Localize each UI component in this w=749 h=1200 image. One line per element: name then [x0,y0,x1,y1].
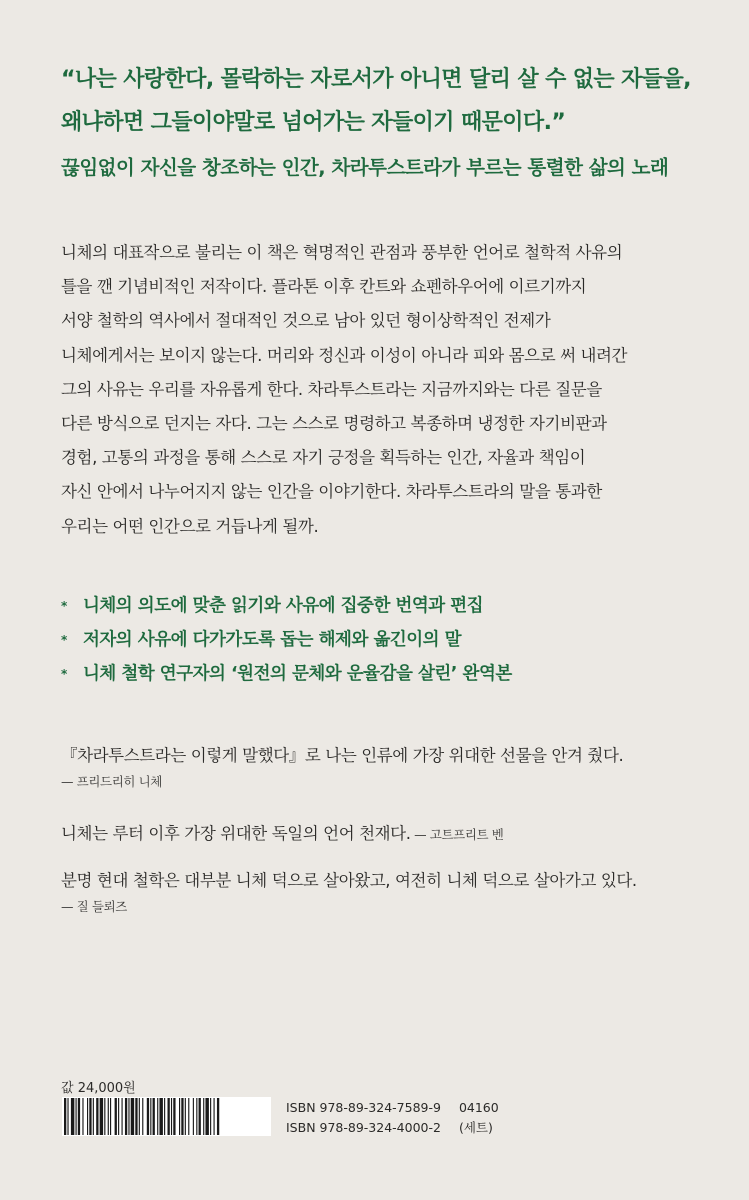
barcode-bar [122,1098,123,1135]
barcode-bar [173,1098,175,1135]
description-line: 다른 방식으로 던지는 자다. 그는 스스로 명령하고 복종하며 냉정한 자기비판과 [61,414,607,434]
barcode-bar [93,1098,94,1135]
barcode-bar [67,1098,68,1135]
barcode-bar [203,1098,204,1135]
barcode-bar [205,1098,208,1135]
feature-item [61,623,512,657]
headline-line-2: 왜냐하면 그들이야말로 넘어가는 자들이기 때문이다.” [61,110,566,135]
feature-list [61,589,512,691]
barcode-bar [210,1098,211,1135]
barcode-bar [168,1098,170,1135]
barcode-bar [76,1098,77,1135]
barcode-bar [118,1098,119,1135]
description-line: 니체에게서는 보이지 않는다. 머리와 정신과 이성이 아니라 피와 몸으로 써 내려간 [61,345,628,365]
headline-quote [61,58,721,144]
description-line: 경험, 고통의 과정을 통해 스스로 자기 긍정을 획득하는 인간, 자율과 책임이 [61,448,586,468]
barcode-bar [181,1098,183,1135]
description-paragraph [61,236,721,544]
asterisk-icon: * [61,667,67,681]
barcode-bar [64,1098,66,1135]
barcode-bar [128,1098,129,1135]
barcode-bar [96,1098,98,1135]
barcode-bar [150,1098,151,1135]
price-label: 값 24,000원 [61,1081,136,1096]
review-quote [61,867,637,915]
review-quote-text: 분명 현대 철학은 대부분 니체 덕으로 살아왔고, 여전히 니체 덕으로 살아가고 있다. [61,871,637,890]
barcode-bar [108,1098,109,1135]
barcode-bar [179,1098,180,1135]
barcode-bar [139,1098,140,1135]
barcode-bar [199,1098,201,1135]
barcode-bar [125,1098,127,1135]
feature-item [61,589,512,623]
barcode-bar [217,1098,219,1135]
asterisk-icon: * [61,599,67,613]
barcode-bar [171,1098,172,1135]
description-line: 서양 철학의 역사에서 절대적인 것으로 남아 있던 형이상학적인 전제가 [61,311,551,331]
description-line: 그의 사유는 우리를 자유롭게 한다. 차라투스트라는 지금까지와는 다른 질문을 [61,379,602,399]
barcode-bar [110,1098,111,1135]
barcode-bar [159,1098,162,1135]
isbn-row [286,1118,499,1138]
barcode-bar [142,1098,143,1135]
review-quote-text: 니체는 루터 이후 가장 위대한 독일의 언어 천재다. [61,824,411,843]
isbn-code: (세트) [458,1120,493,1135]
barcode-bar [89,1098,91,1135]
barcode-bar [115,1098,117,1135]
barcode-bar [100,1098,103,1135]
description-line: 자신 안에서 나누어지지 않는 인간을 이야기한다. 차라투스트라의 말을 통과한 [61,482,602,502]
review-quote [61,820,503,844]
barcode-bar [131,1098,134,1135]
isbn-number: ISBN 978-89-324-7589-9 [286,1100,441,1115]
barcode-bar [164,1098,165,1135]
barcode-bar [104,1098,105,1135]
barcode-bar [147,1098,149,1135]
barcode-bar [82,1098,83,1135]
barcode-bar [157,1098,158,1135]
isbn-block [286,1098,499,1138]
review-quote-author: — 프리드리히 니체 [61,774,162,789]
barcode-bar [78,1098,80,1135]
barcode-bar [188,1098,189,1135]
barcode-bar [71,1098,74,1135]
barcode-bar [193,1098,194,1135]
feature-item-text: 저자의 사유에 다가가도록 돕는 해제와 옮긴이의 말 [83,630,462,650]
isbn-code: 04160 [458,1100,499,1115]
barcode-bar [135,1098,137,1135]
description-line: 틀을 깬 기념비적인 저작이다. 플라톤 이후 칸트와 쇼펜하우어에 이르기까지 [61,277,587,297]
barcode [62,1097,271,1136]
barcode-image [62,1097,271,1136]
subheadline: 끊임없이 자신을 창조하는 인간, 차라투스트라가 부르는 통렬한 삶의 노래 [61,156,669,179]
description-line: 니체의 대표작으로 불리는 이 책은 혁명적인 관점과 풍부한 언어로 철학적 사유의 [61,243,623,262]
barcode-bar [196,1098,197,1135]
barcode-bar [87,1098,88,1135]
headline-line-1: “나는 사랑한다, 몰락하는 자로서가 아니면 달리 살 수 없는 자들을, [61,67,691,92]
feature-item [61,657,512,691]
isbn-number: ISBN 978-89-324-4000-2 [286,1120,441,1135]
review-quote-author: — 고트프리트 벤 [410,827,504,842]
review-quote-author: — 질 들뢰즈 [61,899,127,914]
description-line: 우리는 어떤 인간으로 거듭나게 될까. [61,516,319,536]
review-quote-text: 『차라투스트라는 이렇게 말했다』로 나는 인류에 가장 위대한 선물을 안겨 줬다. [61,746,624,765]
review-quote [61,742,623,790]
feature-item-text: 니체의 의도에 맞춘 읽기와 사유에 집중한 번역과 편집 [83,596,484,616]
barcode-bar [214,1098,215,1135]
barcode-bar [185,1098,186,1135]
isbn-row [286,1098,499,1118]
barcode-bar [153,1098,155,1135]
feature-item-text: 니체 철학 연구자의 ‘원전의 문체와 운율감을 살린’ 완역본 [83,664,512,684]
asterisk-icon: * [61,633,67,647]
